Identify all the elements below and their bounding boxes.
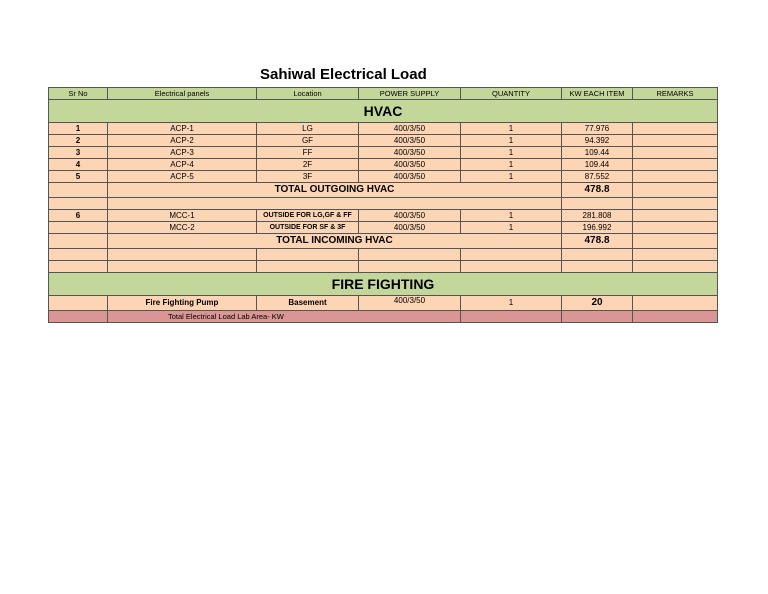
cell-empty bbox=[633, 234, 718, 249]
cell-sr: 5 bbox=[49, 171, 108, 183]
cell-remarks bbox=[633, 222, 718, 234]
cell-supply: 400/3/50 bbox=[359, 222, 461, 234]
cell-empty bbox=[49, 234, 108, 249]
cell-supply: 400/3/50 bbox=[359, 210, 461, 222]
blank-row bbox=[49, 261, 718, 273]
cell-panel: MCC-2 bbox=[108, 222, 257, 234]
cell-supply: 400/3/50 bbox=[359, 147, 461, 159]
cell-sr: 2 bbox=[49, 135, 108, 147]
cell-empty bbox=[108, 249, 257, 261]
col-header-kw: KW EACH ITEM bbox=[562, 88, 633, 100]
cell-location: OUTSIDE FOR LG,GF & FF bbox=[257, 210, 359, 222]
cell-empty bbox=[257, 249, 359, 261]
cell-supply: 400/3/50 bbox=[359, 159, 461, 171]
table-row bbox=[49, 222, 718, 234]
table-row bbox=[49, 171, 718, 183]
table-row bbox=[49, 123, 718, 135]
section-label: FIRE FIGHTING bbox=[49, 273, 718, 296]
cell-kw: 20 bbox=[562, 296, 633, 311]
cell-remarks bbox=[633, 123, 718, 135]
cell-sr: 6 bbox=[49, 210, 108, 222]
cell-empty bbox=[461, 249, 562, 261]
cell-kw: 87.552 bbox=[562, 171, 633, 183]
cell-remarks bbox=[633, 171, 718, 183]
cell-sr bbox=[49, 296, 108, 311]
cell-location: GF bbox=[257, 135, 359, 147]
cell-empty bbox=[257, 261, 359, 273]
table-row bbox=[49, 135, 718, 147]
cell-panel: ACP-2 bbox=[108, 135, 257, 147]
cell-qty: 1 bbox=[461, 296, 562, 311]
total-outgoing-value: 478.8 bbox=[562, 183, 633, 198]
blank-row bbox=[49, 198, 718, 210]
cell-qty: 1 bbox=[461, 159, 562, 171]
cell-panel: ACP-1 bbox=[108, 123, 257, 135]
col-header-sr-no: Sr No bbox=[49, 88, 108, 100]
cell-empty bbox=[633, 198, 718, 210]
cell-location: LG bbox=[257, 123, 359, 135]
cell-qty: 1 bbox=[461, 123, 562, 135]
total-incoming-row bbox=[49, 234, 718, 249]
cell-empty bbox=[359, 261, 461, 273]
cell-empty bbox=[108, 261, 257, 273]
cell-empty bbox=[49, 183, 108, 198]
table-row bbox=[49, 159, 718, 171]
cell-qty: 1 bbox=[461, 222, 562, 234]
cell-location: 2F bbox=[257, 159, 359, 171]
cell-location: OUTSIDE FOR SF & 3F bbox=[257, 222, 359, 234]
cell-sr bbox=[49, 222, 108, 234]
cell-remarks bbox=[633, 159, 718, 171]
cell-remarks bbox=[633, 296, 718, 311]
cell-empty bbox=[562, 261, 633, 273]
table-row bbox=[49, 210, 718, 222]
cell-supply: 400/3/50 bbox=[359, 296, 461, 311]
cell-sr: 1 bbox=[49, 123, 108, 135]
col-header-remarks: REMARKS bbox=[633, 88, 718, 100]
cell-empty bbox=[633, 311, 718, 323]
cell-empty bbox=[633, 183, 718, 198]
cell-kw: 281.808 bbox=[562, 210, 633, 222]
total-incoming-label: TOTAL INCOMING HVAC bbox=[108, 234, 562, 249]
cell-supply: 400/3/50 bbox=[359, 171, 461, 183]
cell-empty bbox=[49, 249, 108, 261]
cell-kw: 196.992 bbox=[562, 222, 633, 234]
cell-location: Basement bbox=[257, 296, 359, 311]
col-header-location: Location bbox=[257, 88, 359, 100]
cell-remarks bbox=[633, 135, 718, 147]
cell-empty bbox=[633, 249, 718, 261]
cell-sr: 3 bbox=[49, 147, 108, 159]
section-hvac bbox=[49, 100, 718, 123]
cell-empty bbox=[633, 261, 718, 273]
cell-empty bbox=[562, 198, 633, 210]
cell-empty bbox=[49, 198, 108, 210]
cell-empty bbox=[49, 311, 108, 323]
cell-kw: 109.44 bbox=[562, 159, 633, 171]
cell-empty bbox=[461, 261, 562, 273]
col-header-quantity: QUANTITY bbox=[461, 88, 562, 100]
section-label: HVAC bbox=[49, 100, 718, 123]
cell-empty bbox=[108, 198, 562, 210]
total-incoming-value: 478.8 bbox=[562, 234, 633, 249]
cell-remarks bbox=[633, 210, 718, 222]
cell-supply: 400/3/50 bbox=[359, 135, 461, 147]
cell-remarks bbox=[633, 147, 718, 159]
cell-empty bbox=[359, 249, 461, 261]
total-outgoing-label: TOTAL OUTGOING HVAC bbox=[108, 183, 562, 198]
cell-panel: Fire Fighting Pump bbox=[108, 296, 257, 311]
cell-location: FF bbox=[257, 147, 359, 159]
electrical-load-table bbox=[48, 87, 718, 323]
cell-empty bbox=[49, 261, 108, 273]
cell-sr: 4 bbox=[49, 159, 108, 171]
total-outgoing-row bbox=[49, 183, 718, 198]
grand-total-label: Total Electrical Load Lab Area- KW bbox=[108, 311, 461, 323]
cell-qty: 1 bbox=[461, 171, 562, 183]
cell-kw: 109.44 bbox=[562, 147, 633, 159]
cell-kw: 94.392 bbox=[562, 135, 633, 147]
cell-panel: ACP-5 bbox=[108, 171, 257, 183]
cell-empty bbox=[562, 311, 633, 323]
cell-qty: 1 bbox=[461, 147, 562, 159]
col-header-power-supply: POWER SUPPLY bbox=[359, 88, 461, 100]
cell-supply: 400/3/50 bbox=[359, 123, 461, 135]
blank-row bbox=[49, 249, 718, 261]
cell-panel: ACP-3 bbox=[108, 147, 257, 159]
grand-total-row bbox=[49, 311, 718, 323]
col-header-panels: Electrical panels bbox=[108, 88, 257, 100]
cell-panel: ACP-4 bbox=[108, 159, 257, 171]
cell-location: 3F bbox=[257, 171, 359, 183]
cell-qty: 1 bbox=[461, 135, 562, 147]
cell-qty: 1 bbox=[461, 210, 562, 222]
section-fire-fighting bbox=[49, 273, 718, 296]
cell-empty bbox=[461, 311, 562, 323]
table-row bbox=[49, 296, 718, 311]
sheet-title: Sahiwal Electrical Load bbox=[260, 66, 427, 83]
header-row bbox=[49, 88, 718, 100]
cell-empty bbox=[562, 249, 633, 261]
table-row bbox=[49, 147, 718, 159]
cell-kw: 77.976 bbox=[562, 123, 633, 135]
cell-panel: MCC-1 bbox=[108, 210, 257, 222]
